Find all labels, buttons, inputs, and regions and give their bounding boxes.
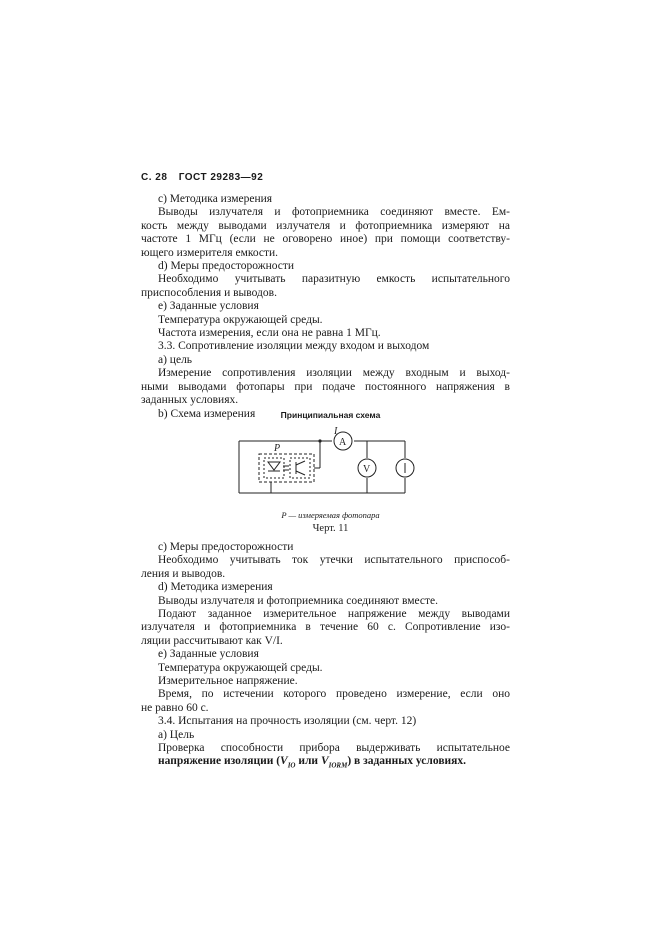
text-block-bottom [141,541,510,756]
label-p: P [274,443,281,454]
text-line: излучателя и фотоприемника в течение 60 с. Сопротивление изо- [141,621,510,634]
figure-number: Черт. 11 [312,523,349,534]
final-line-mid: или [295,755,321,767]
text-line: ными выводами фотопары при подаче постоянного напряжения в [141,380,510,393]
text-line: Время, по истечении которого проведено измерение, если оно [158,688,510,701]
text-line: Проверка способности прибора выдерживать испытательное [158,742,510,755]
text-line: частоте 1 МГц (если не оговорено иное) при помощи соответству- [141,233,510,246]
text-line: не равно 60 с. [141,701,209,714]
text-line: ления и выводов. [141,567,226,580]
junction-dot [318,439,321,442]
final-line-start: напряжение изоляции ( [158,755,281,767]
text-line: Выводы излучателя и фотоприемника соединяют вместе. Ем- [158,206,510,219]
text-line: 3.4. Испытания на прочность изоляции (см. черт. 12) [158,715,417,728]
text-line: Температура окружающей среды. [158,313,323,326]
text-line: Необходимо учитывать ток утечки испытательного приспособ- [158,554,510,567]
text-line: Подают заданное измерительное напряжение между выводами [158,608,510,621]
text-line: Необходимо учитывать паразитную емкость испытательного [158,273,510,286]
var-v2-sub: IORM [328,761,348,770]
text-line: d) Меры предосторожности [158,260,295,273]
text-block-top [141,193,510,421]
var-v1-sub: IO [287,761,296,770]
text-line: Частота измерения, если она не равна 1 МГц. [158,327,381,340]
page-number: С. 28 [141,172,168,183]
text-line: а) Цель [158,728,195,741]
page-header [141,172,271,183]
text-line: е) Заданные условия [158,300,259,313]
text-line: заданных условиях. [141,394,239,407]
detector-box [290,458,310,478]
transistor-emitter [296,471,305,475]
text-line: ляции рассчитывают как V/I. [141,634,283,647]
emitter-box [264,458,284,478]
circuit-diagram [230,420,420,506]
text-line: 3.3. Сопротивление изоляции между входом и выходом [158,340,430,353]
standard-code: ГОСТ 29283—92 [178,172,264,183]
text-line: Измерение сопротивления изоляции между входным и выход- [158,367,510,380]
text-line: с) Методика измерения [158,193,273,205]
text-line: е) Заданные условия [158,648,259,661]
text-line: приспособления и выводов. [141,286,277,299]
label-i: I [334,426,338,437]
label-a: A [339,437,347,448]
final-line [158,755,510,773]
text-line: d) Методика измерения [158,581,273,594]
text-line: а) цель [158,353,193,366]
figure-title: Принципиальная схема [280,410,381,420]
text-line: Температура окружающей среды. [158,661,323,674]
figure-caption: P — измеряемая фотопара [281,510,380,520]
text-line: кость между выводами излучателя и фотоприемника измеряют на [141,219,510,232]
var-v2: V [320,755,329,767]
led-triangle [268,462,280,470]
text-line: ющего измерителя емкости. [141,246,279,259]
text-line: b) Схема измерения [158,407,256,420]
transistor-collector [296,461,305,465]
text-line: Измерительное напряжение. [158,675,298,688]
text-line: с) Меры предосторожности [158,541,294,553]
label-v: V [363,464,371,475]
text-line: Выводы излучателя и фотоприемника соединяют вместе. [158,594,439,607]
final-line-end: ) в заданных условиях. [347,755,466,767]
var-v1: V [280,755,288,767]
